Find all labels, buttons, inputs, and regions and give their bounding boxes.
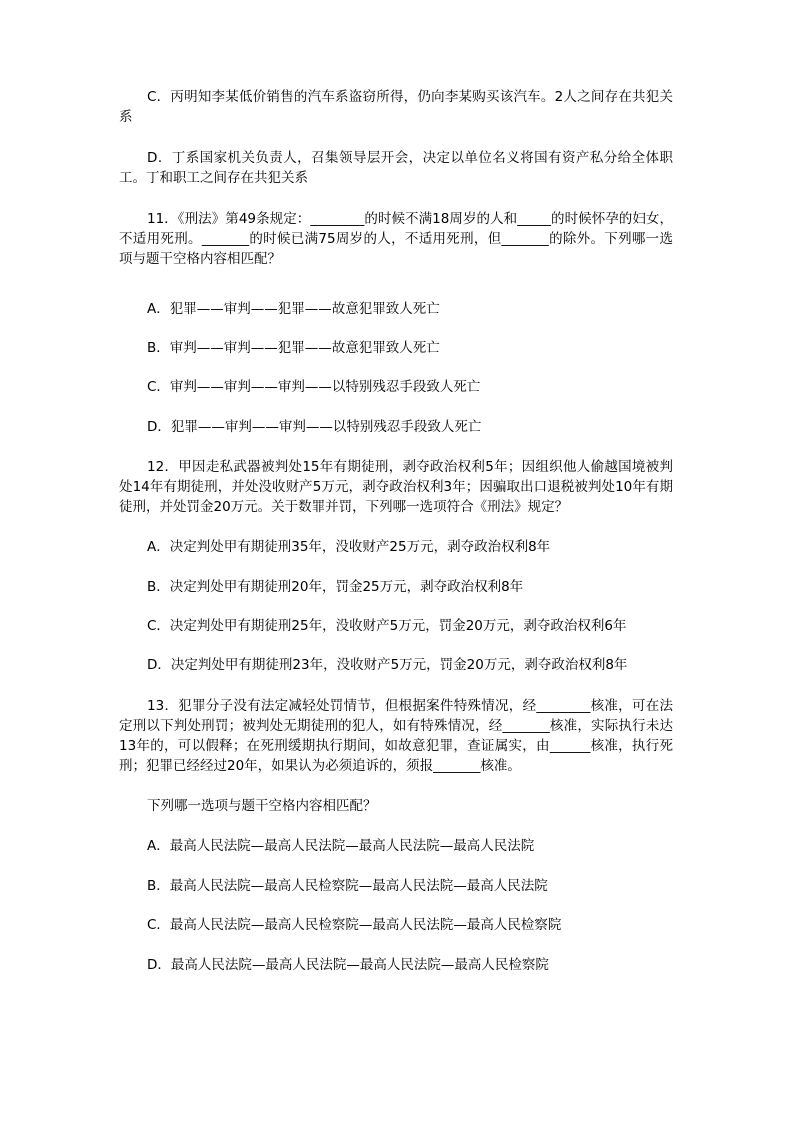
q10-option-d: D．丁系国家机关负责人，召集领导层开会，决定以单位名义将国有资产私分给全体职工。丁和职工之间存在共犯关系 (119, 150, 673, 186)
q13-option-c: C．最高人民法院—最高人民检察院—最高人民法院—最高人民检察院 (147, 917, 562, 933)
q11-stem: 11．《刑法》第49条规定：________的时候不满18周岁的人和_____的时候怀孕的妇女，不适用死刑。_______的时候已满75周岁的人，不适用死刑，但_______的除外。下列哪一选项与题干空格内容相匹配？ (119, 211, 673, 267)
q12-option-a: A．决定判处甲有期徒刑35年，没收财产25万元，剥夺政治权利8年 (147, 539, 551, 555)
q12-stem: 12．甲因走私武器被判处15年有期徒刑，剥夺政治权利5年；因组织他人偷越国境被判处14年有期徒刑，并处没收财产5万元，剥夺政治权利3年；因骗取出口退税被判处10年有期徒刑，并处罚金20万元。关于数罪并罚，下列哪一选项符合《刑法》规定？ (119, 459, 673, 515)
q13-option-a: A．最高人民法院—最高人民法院—最高人民法院—最高人民法院 (147, 838, 535, 854)
q10-option-c: C．丙明知李某低价销售的汽车系盗窃所得，仍向李某购买该汽车。2人之间存在共犯关系 (119, 89, 673, 125)
q11-option-a: A．犯罪——审判——犯罪——故意犯罪致人死亡 (147, 301, 440, 317)
q13-option-d: D．最高人民法院—最高人民法院—最高人民法院—最高人民检察院 (147, 957, 549, 973)
q12-option-b: B．决定判处甲有期徒刑20年，罚金25万元，剥夺政治权利8年 (147, 579, 524, 595)
q12-option-d: D．决定判处甲有期徒刑23年，没收财产5万元，罚金20万元，剥夺政治权利8年 (147, 657, 628, 673)
q13-question: 下列哪一选项与题干空格内容相匹配？ (147, 798, 377, 814)
q13-stem: 13．犯罪分子没有法定减轻处罚情节，但根据案件特殊情况，经________核准，可在法定刑以下判处刑罚；被判处无期徒刑的犯人，如有特殊情况，经_______核准，实际执行未达13年的，可以假释；在死刑缓期执行期间，如故意犯罪，查证属实，由______核准，执行死刑；犯罪已经经过20年，如果认为必须追诉的，须报_______核准。 (119, 698, 673, 774)
q12-option-c: C．决定判处甲有期徒刑25年，没收财产5万元，罚金20万元，剥夺政治权利6年 (147, 618, 627, 634)
q11-option-b: B．审判——审判——犯罪——故意犯罪致人死亡 (147, 340, 440, 356)
q13-option-b: B．最高人民法院—最高人民检察院—最高人民法院—最高人民法院 (147, 878, 548, 894)
q11-option-c: C．审判——审判——审判——以特别残忍手段致人死亡 (147, 379, 481, 395)
q11-option-d: D．犯罪——审判——审判——以特别残忍手段致人死亡 (147, 419, 482, 435)
